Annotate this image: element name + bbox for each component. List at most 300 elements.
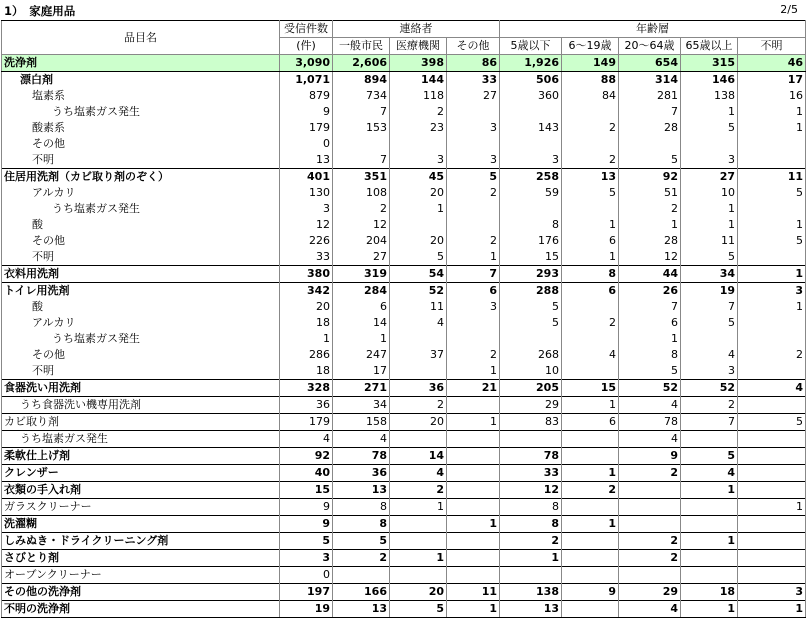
public-cell bbox=[333, 136, 390, 152]
medical-cell: 23 bbox=[390, 120, 447, 136]
public-cell: 247 bbox=[333, 347, 390, 363]
item-name: 衣類の手入れ剤 bbox=[2, 482, 280, 499]
other-cell bbox=[447, 201, 500, 217]
age-under5-cell: 83 bbox=[500, 414, 562, 431]
item-name: 不明 bbox=[2, 152, 280, 169]
age-65plus-cell: 1 bbox=[681, 601, 738, 618]
age-under5-cell: 59 bbox=[500, 185, 562, 201]
item-name: うち塩素ガス発生 bbox=[2, 104, 280, 120]
age-under5-cell bbox=[500, 567, 562, 584]
public-cell: 8 bbox=[333, 516, 390, 533]
contact-header-other: その他 bbox=[447, 38, 500, 55]
other-cell: 2 bbox=[447, 185, 500, 201]
age-20-64-cell: 5 bbox=[619, 152, 681, 169]
received-cell: 328 bbox=[280, 380, 333, 397]
age-unknown-cell bbox=[738, 448, 806, 465]
age-under5-cell: 205 bbox=[500, 380, 562, 397]
medical-cell: 20 bbox=[390, 185, 447, 201]
age-65plus-cell: 315 bbox=[681, 55, 738, 72]
received-cell: 342 bbox=[280, 283, 333, 300]
age-unknown-cell: 17 bbox=[738, 72, 806, 89]
age-unknown-cell: 3 bbox=[738, 584, 806, 601]
age-20-64-cell: 28 bbox=[619, 233, 681, 249]
item-name: 洗浄剤 bbox=[2, 55, 280, 72]
item-name: しみぬき・ドライクリーニング剤 bbox=[2, 533, 280, 550]
received-cell: 179 bbox=[280, 414, 333, 431]
age-6-19-cell: 2 bbox=[562, 482, 619, 499]
age-65plus-cell bbox=[681, 136, 738, 152]
public-cell: 6 bbox=[333, 299, 390, 315]
item-name: さびとり剤 bbox=[2, 550, 280, 567]
age-unknown-cell: 1 bbox=[738, 104, 806, 120]
medical-cell: 45 bbox=[390, 169, 447, 186]
table-row bbox=[2, 499, 806, 516]
public-cell: 153 bbox=[333, 120, 390, 136]
other-cell bbox=[447, 331, 500, 347]
public-cell: 271 bbox=[333, 380, 390, 397]
medical-cell bbox=[390, 363, 447, 380]
age-65plus-cell bbox=[681, 550, 738, 567]
age-6-19-cell: 6 bbox=[562, 233, 619, 249]
age-65plus-cell: 27 bbox=[681, 169, 738, 186]
age-unknown-cell bbox=[738, 533, 806, 550]
age-20-64-cell: 7 bbox=[619, 104, 681, 120]
item-name: その他 bbox=[2, 233, 280, 249]
other-cell: 86 bbox=[447, 55, 500, 72]
age-unknown-cell bbox=[738, 201, 806, 217]
medical-cell: 54 bbox=[390, 266, 447, 283]
age-under5-cell: 8 bbox=[500, 516, 562, 533]
item-name: カビ取り剤 bbox=[2, 414, 280, 431]
received-cell: 9 bbox=[280, 516, 333, 533]
other-cell: 7 bbox=[447, 266, 500, 283]
received-cell: 9 bbox=[280, 499, 333, 516]
public-cell: 158 bbox=[333, 414, 390, 431]
other-cell: 2 bbox=[447, 233, 500, 249]
table-row bbox=[2, 448, 806, 465]
other-cell: 2 bbox=[447, 347, 500, 363]
age-65plus-cell bbox=[681, 331, 738, 347]
item-name: オーブンクリーナー bbox=[2, 567, 280, 584]
public-cell: 5 bbox=[333, 533, 390, 550]
received-cell: 18 bbox=[280, 363, 333, 380]
public-cell bbox=[333, 567, 390, 584]
other-cell bbox=[447, 448, 500, 465]
age-under5-cell: 5 bbox=[500, 299, 562, 315]
other-cell: 3 bbox=[447, 299, 500, 315]
age-unknown-cell bbox=[738, 431, 806, 448]
age-20-64-cell: 8 bbox=[619, 347, 681, 363]
age-6-19-cell bbox=[562, 201, 619, 217]
medical-cell: 5 bbox=[390, 601, 447, 618]
age-under5-cell: 1 bbox=[500, 550, 562, 567]
received-cell: 33 bbox=[280, 249, 333, 266]
other-cell bbox=[447, 104, 500, 120]
other-cell bbox=[447, 465, 500, 482]
age-under5-cell: 138 bbox=[500, 584, 562, 601]
age-65plus-cell: 3 bbox=[681, 363, 738, 380]
table-row bbox=[2, 185, 806, 201]
age-unknown-cell: 1 bbox=[738, 217, 806, 233]
public-cell: 4 bbox=[333, 431, 390, 448]
other-cell: 11 bbox=[447, 584, 500, 601]
age-6-19-cell: 2 bbox=[562, 120, 619, 136]
age-6-19-cell bbox=[562, 299, 619, 315]
received-cell: 13 bbox=[280, 152, 333, 169]
public-cell: 14 bbox=[333, 315, 390, 331]
other-cell: 1 bbox=[447, 601, 500, 618]
medical-cell: 1 bbox=[390, 499, 447, 516]
age-6-19-cell: 1 bbox=[562, 217, 619, 233]
age-20-64-cell: 1 bbox=[619, 217, 681, 233]
contact-header-medical: 医療機関 bbox=[390, 38, 447, 55]
other-cell: 1 bbox=[447, 516, 500, 533]
age-20-64-cell bbox=[619, 516, 681, 533]
age-20-64-cell: 51 bbox=[619, 185, 681, 201]
public-cell: 7 bbox=[333, 104, 390, 120]
public-cell: 2,606 bbox=[333, 55, 390, 72]
age-20-64-cell: 2 bbox=[619, 550, 681, 567]
age-65plus-cell: 1 bbox=[681, 104, 738, 120]
received-cell: 879 bbox=[280, 88, 333, 104]
age-6-19-cell: 6 bbox=[562, 414, 619, 431]
medical-cell: 11 bbox=[390, 299, 447, 315]
public-cell: 894 bbox=[333, 72, 390, 89]
item-name: うち塩素ガス発生 bbox=[2, 201, 280, 217]
age-65plus-cell bbox=[681, 567, 738, 584]
other-cell: 1 bbox=[447, 414, 500, 431]
age-6-19-cell bbox=[562, 431, 619, 448]
received-cell: 286 bbox=[280, 347, 333, 363]
received-cell: 12 bbox=[280, 217, 333, 233]
medical-cell: 4 bbox=[390, 315, 447, 331]
medical-cell: 2 bbox=[390, 104, 447, 120]
age-unknown-cell bbox=[738, 465, 806, 482]
age-20-64-cell: 78 bbox=[619, 414, 681, 431]
age-20-64-cell: 52 bbox=[619, 380, 681, 397]
age-65plus-cell: 3 bbox=[681, 152, 738, 169]
age-unknown-cell bbox=[738, 136, 806, 152]
age-unknown-cell: 5 bbox=[738, 414, 806, 431]
table-row bbox=[2, 331, 806, 347]
age-unknown-cell: 1 bbox=[738, 499, 806, 516]
public-cell: 7 bbox=[333, 152, 390, 169]
age-20-64-cell bbox=[619, 567, 681, 584]
age-6-19-cell bbox=[562, 363, 619, 380]
received-cell: 130 bbox=[280, 185, 333, 201]
age-under5-cell: 360 bbox=[500, 88, 562, 104]
age-under5-cell: 13 bbox=[500, 601, 562, 618]
age-20-64-cell: 654 bbox=[619, 55, 681, 72]
age-unknown-cell: 3 bbox=[738, 283, 806, 300]
table-row bbox=[2, 414, 806, 431]
received-cell: 3 bbox=[280, 201, 333, 217]
age-65plus-cell: 7 bbox=[681, 414, 738, 431]
age-6-19-cell: 13 bbox=[562, 169, 619, 186]
page-number: 2/5 bbox=[780, 3, 798, 16]
other-cell: 1 bbox=[447, 363, 500, 380]
other-cell: 1 bbox=[447, 249, 500, 266]
public-cell: 108 bbox=[333, 185, 390, 201]
table-row bbox=[2, 363, 806, 380]
received-cell: 1,071 bbox=[280, 72, 333, 89]
received-cell: 5 bbox=[280, 533, 333, 550]
received-unit-header: (件) bbox=[280, 38, 333, 55]
age-65plus-cell: 19 bbox=[681, 283, 738, 300]
item-name: 不明 bbox=[2, 249, 280, 266]
medical-cell: 20 bbox=[390, 584, 447, 601]
age-under5-cell bbox=[500, 331, 562, 347]
age-20-64-cell: 4 bbox=[619, 397, 681, 414]
table-row bbox=[2, 482, 806, 499]
age-20-64-cell: 28 bbox=[619, 120, 681, 136]
item-name: ガラスクリーナー bbox=[2, 499, 280, 516]
age-under5-cell: 10 bbox=[500, 363, 562, 380]
medical-cell bbox=[390, 331, 447, 347]
public-cell: 36 bbox=[333, 465, 390, 482]
age-20-64-cell: 92 bbox=[619, 169, 681, 186]
item-name: 酸 bbox=[2, 217, 280, 233]
item-name: その他 bbox=[2, 347, 280, 363]
item-name: アルカリ bbox=[2, 185, 280, 201]
age-20-64-cell: 2 bbox=[619, 201, 681, 217]
received-cell: 9 bbox=[280, 104, 333, 120]
other-cell: 3 bbox=[447, 120, 500, 136]
table-row bbox=[2, 136, 806, 152]
received-cell: 0 bbox=[280, 136, 333, 152]
medical-cell bbox=[390, 567, 447, 584]
age-unknown-cell: 4 bbox=[738, 380, 806, 397]
age-under5-cell bbox=[500, 136, 562, 152]
age-header-20-64: 20～64歳 bbox=[619, 38, 681, 55]
item-name: 漂白剤 bbox=[2, 72, 280, 89]
age-under5-cell: 293 bbox=[500, 266, 562, 283]
received-cell: 19 bbox=[280, 601, 333, 618]
age-unknown-cell: 2 bbox=[738, 347, 806, 363]
table-row bbox=[2, 567, 806, 584]
age-20-64-cell: 12 bbox=[619, 249, 681, 266]
other-cell bbox=[447, 315, 500, 331]
public-cell: 78 bbox=[333, 448, 390, 465]
public-cell: 27 bbox=[333, 249, 390, 266]
age-under5-cell: 3 bbox=[500, 152, 562, 169]
age-unknown-cell bbox=[738, 249, 806, 266]
age-65plus-cell: 18 bbox=[681, 584, 738, 601]
age-6-19-cell: 88 bbox=[562, 72, 619, 89]
age-20-64-cell: 2 bbox=[619, 533, 681, 550]
age-65plus-cell: 5 bbox=[681, 120, 738, 136]
table-row bbox=[2, 516, 806, 533]
contact-header-public: 一般市民 bbox=[333, 38, 390, 55]
received-cell: 1 bbox=[280, 331, 333, 347]
age-20-64-cell: 7 bbox=[619, 299, 681, 315]
table-row bbox=[2, 397, 806, 414]
age-65plus-cell: 34 bbox=[681, 266, 738, 283]
public-cell: 351 bbox=[333, 169, 390, 186]
table-row bbox=[2, 152, 806, 169]
age-20-64-cell bbox=[619, 136, 681, 152]
age-6-19-cell bbox=[562, 550, 619, 567]
other-cell bbox=[447, 136, 500, 152]
age-20-64-cell: 4 bbox=[619, 601, 681, 618]
received-cell: 0 bbox=[280, 567, 333, 584]
medical-cell: 20 bbox=[390, 233, 447, 249]
age-unknown-cell bbox=[738, 315, 806, 331]
received-cell: 20 bbox=[280, 299, 333, 315]
age-header-under5: 5歳以下 bbox=[500, 38, 562, 55]
other-cell bbox=[447, 482, 500, 499]
age-under5-cell: 8 bbox=[500, 217, 562, 233]
public-cell: 284 bbox=[333, 283, 390, 300]
age-20-64-cell: 29 bbox=[619, 584, 681, 601]
public-cell: 8 bbox=[333, 499, 390, 516]
age-6-19-cell: 2 bbox=[562, 152, 619, 169]
age-under5-cell: 506 bbox=[500, 72, 562, 89]
age-65plus-cell: 2 bbox=[681, 397, 738, 414]
age-under5-cell: 2 bbox=[500, 533, 562, 550]
item-name: その他 bbox=[2, 136, 280, 152]
public-cell: 319 bbox=[333, 266, 390, 283]
public-cell: 2 bbox=[333, 201, 390, 217]
received-cell: 197 bbox=[280, 584, 333, 601]
other-cell bbox=[447, 533, 500, 550]
table-row bbox=[2, 72, 806, 89]
age-20-64-cell: 2 bbox=[619, 465, 681, 482]
age-6-19-cell: 8 bbox=[562, 266, 619, 283]
other-cell bbox=[447, 567, 500, 584]
age-6-19-cell: 84 bbox=[562, 88, 619, 104]
age-20-64-cell: 314 bbox=[619, 72, 681, 89]
age-20-64-cell: 26 bbox=[619, 283, 681, 300]
table-row bbox=[2, 283, 806, 300]
age-under5-cell: 143 bbox=[500, 120, 562, 136]
received-cell: 380 bbox=[280, 266, 333, 283]
table-row bbox=[2, 431, 806, 448]
item-name: 不明の洗浄剤 bbox=[2, 601, 280, 618]
item-name-header: 品目名 bbox=[2, 21, 280, 55]
age-unknown-cell bbox=[738, 482, 806, 499]
section-title: 1） 家庭用品 bbox=[4, 4, 76, 18]
age-6-19-cell: 1 bbox=[562, 249, 619, 266]
age-unknown-cell: 46 bbox=[738, 55, 806, 72]
medical-cell: 14 bbox=[390, 448, 447, 465]
age-under5-cell: 78 bbox=[500, 448, 562, 465]
age-65plus-cell bbox=[681, 516, 738, 533]
age-6-19-cell: 15 bbox=[562, 380, 619, 397]
age-under5-cell bbox=[500, 431, 562, 448]
item-name: トイレ用洗剤 bbox=[2, 283, 280, 300]
table-row bbox=[2, 584, 806, 601]
table-row bbox=[2, 299, 806, 315]
item-name: うち塩素ガス発生 bbox=[2, 431, 280, 448]
public-cell: 12 bbox=[333, 217, 390, 233]
medical-cell: 2 bbox=[390, 397, 447, 414]
age-65plus-cell: 5 bbox=[681, 249, 738, 266]
age-20-64-cell: 44 bbox=[619, 266, 681, 283]
received-cell: 401 bbox=[280, 169, 333, 186]
medical-cell: 20 bbox=[390, 414, 447, 431]
age-6-19-cell: 1 bbox=[562, 397, 619, 414]
received-cell: 226 bbox=[280, 233, 333, 249]
item-name: クレンザー bbox=[2, 465, 280, 482]
age-unknown-cell: 1 bbox=[738, 266, 806, 283]
received-cell: 36 bbox=[280, 397, 333, 414]
item-name: 食器洗い用洗剤 bbox=[2, 380, 280, 397]
public-cell: 734 bbox=[333, 88, 390, 104]
age-6-19-cell: 1 bbox=[562, 516, 619, 533]
age-header-6-19: 6～19歳 bbox=[562, 38, 619, 55]
table-row bbox=[2, 601, 806, 618]
age-6-19-cell: 9 bbox=[562, 584, 619, 601]
received-cell: 15 bbox=[280, 482, 333, 499]
public-cell: 166 bbox=[333, 584, 390, 601]
other-cell bbox=[447, 499, 500, 516]
age-under5-cell: 29 bbox=[500, 397, 562, 414]
age-6-19-cell: 4 bbox=[562, 347, 619, 363]
age-unknown-cell: 1 bbox=[738, 299, 806, 315]
medical-cell bbox=[390, 516, 447, 533]
item-name: 塩素系 bbox=[2, 88, 280, 104]
age-unknown-cell: 5 bbox=[738, 233, 806, 249]
contact-group-header: 連絡者 bbox=[333, 21, 500, 38]
medical-cell: 37 bbox=[390, 347, 447, 363]
age-unknown-cell: 11 bbox=[738, 169, 806, 186]
table-row bbox=[2, 249, 806, 266]
age-unknown-cell bbox=[738, 363, 806, 380]
age-6-19-cell bbox=[562, 331, 619, 347]
age-unknown-cell bbox=[738, 550, 806, 567]
other-cell: 21 bbox=[447, 380, 500, 397]
age-unknown-cell bbox=[738, 567, 806, 584]
received-cell: 179 bbox=[280, 120, 333, 136]
table-row bbox=[2, 550, 806, 567]
age-65plus-cell: 1 bbox=[681, 482, 738, 499]
age-6-19-cell bbox=[562, 533, 619, 550]
age-20-64-cell: 4 bbox=[619, 431, 681, 448]
age-under5-cell: 8 bbox=[500, 499, 562, 516]
age-20-64-cell bbox=[619, 482, 681, 499]
item-name: 洗濯糊 bbox=[2, 516, 280, 533]
table-row bbox=[2, 55, 806, 72]
received-cell: 92 bbox=[280, 448, 333, 465]
age-20-64-cell: 281 bbox=[619, 88, 681, 104]
age-6-19-cell bbox=[562, 567, 619, 584]
table-row bbox=[2, 266, 806, 283]
report-header bbox=[0, 0, 806, 20]
age-65plus-cell bbox=[681, 499, 738, 516]
table-row bbox=[2, 169, 806, 186]
item-name: 柔軟仕上げ剤 bbox=[2, 448, 280, 465]
age-6-19-cell: 6 bbox=[562, 283, 619, 300]
age-20-64-cell: 9 bbox=[619, 448, 681, 465]
age-65plus-cell: 138 bbox=[681, 88, 738, 104]
age-unknown-cell: 1 bbox=[738, 120, 806, 136]
table-row bbox=[2, 347, 806, 363]
public-cell: 204 bbox=[333, 233, 390, 249]
age-under5-cell: 288 bbox=[500, 283, 562, 300]
table-row bbox=[2, 465, 806, 482]
age-65plus-cell: 7 bbox=[681, 299, 738, 315]
age-6-19-cell bbox=[562, 448, 619, 465]
received-cell: 40 bbox=[280, 465, 333, 482]
item-name: 不明 bbox=[2, 363, 280, 380]
age-unknown-cell bbox=[738, 516, 806, 533]
age-unknown-cell bbox=[738, 397, 806, 414]
other-cell: 5 bbox=[447, 169, 500, 186]
table-row bbox=[2, 380, 806, 397]
public-cell: 13 bbox=[333, 601, 390, 618]
age-65plus-cell: 1 bbox=[681, 533, 738, 550]
